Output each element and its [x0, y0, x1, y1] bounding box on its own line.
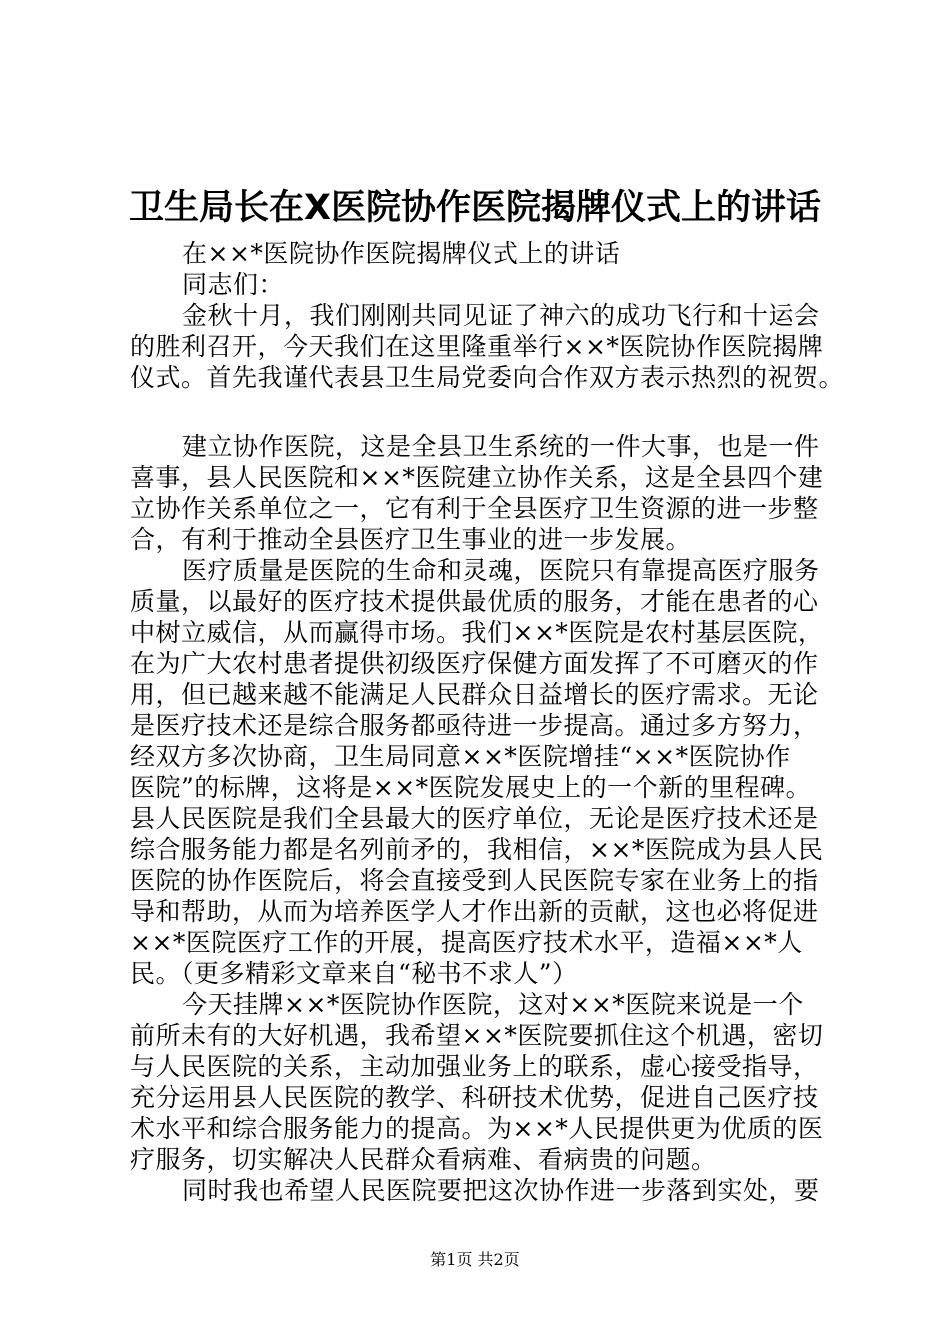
text-line: 仪式。首先我谨代表县卫生局党委向合作双方表示热烈的祝贺。 [130, 363, 845, 392]
text-line: 今天挂牌××*医院协作医院，这对××*医院来说是一个 [182, 990, 804, 1019]
page-footer: 第1页 共2页 [430, 1250, 520, 1269]
text-line: 导和帮助，从而为培养医学人才作出新的贡献，这也必将促进 [130, 897, 819, 926]
text-line: 县人民医院是我们全县最大的医疗单位，无论是医疗技术还是 [130, 804, 819, 833]
text-line: 用，但已越来越不能满足人民群众日益增长的医疗需求。无论 [130, 680, 819, 709]
text-line: 合，有利于推动全县医疗卫生事业的进一步发展。 [130, 525, 692, 554]
text-line: 与人民医院的关系，主动加强业务上的联系，虚心接受指导， [130, 1052, 819, 1081]
text-line: 喜事，县人民医院和××*医院建立协作关系，这是全县四个建 [130, 463, 824, 492]
text-line: 充分运用县人民医院的教学、科研技术优势，促进自己医疗技 [130, 1083, 819, 1112]
text-line: 的胜利召开，今天我们在这里隆重举行××*医院协作医院揭牌 [130, 332, 824, 361]
text-line: 综合服务能力都是名列前矛的，我相信，××*医院成为县人民 [130, 835, 824, 864]
text-line: 中树立威信，从而赢得市场。我们××*医院是农村基层医院， [130, 618, 824, 647]
text-line: 建立协作医院，这是全县卫生系统的一件大事，也是一件 [182, 432, 820, 461]
text-line: 医院的协作医院后，将会直接受到人民医院专家在业务上的指 [130, 866, 819, 895]
text-line: 经双方多次协商，卫生局同意××*医院增挂“××*医院协作 [130, 742, 791, 771]
blank-line [130, 393, 840, 431]
text-line: 前所未有的大好机遇，我希望××*医院要抓住这个机遇，密切 [130, 1021, 824, 1050]
text-line: 是医疗技术还是综合服务都亟待进一步提高。通过多方努力， [130, 711, 819, 740]
text-line: 立协作关系单位之一，它有利于全县医疗卫生资源的进一步整 [130, 494, 819, 523]
document-title: 卫生局长在X医院协作医院揭牌仪式上的讲话 [129, 188, 821, 228]
text-line: 同志们： [182, 270, 285, 299]
text-line: 医院”的标牌，这将是××*医院发展史上的一个新的里程碑。 [130, 773, 812, 802]
text-line: ××*医院医疗工作的开展，提高医疗技术水平，造福××*人 [130, 928, 803, 957]
text-line: 同时我也希望人民医院要把这次协作进一步落到实处，要 [182, 1176, 820, 1205]
text-line: 疗服务，切实解决人民群众看病难、看病贵的问题。 [130, 1145, 717, 1174]
text-line: 在为广大农村患者提供初级医疗保健方面发挥了不可磨灭的作 [130, 649, 819, 678]
text-line: 术水平和综合服务能力的提高。为××*人民提供更为优质的医 [130, 1114, 824, 1143]
text-line: 金秋十月，我们刚刚共同见证了神六的成功飞行和十运会 [182, 301, 820, 330]
text-line: 在××*医院协作医院揭牌仪式上的讲话 [182, 239, 621, 268]
text-line: 民。（更多精彩文章来自“秘书不求人”） [130, 959, 578, 988]
text-line: 质量，以最好的医疗技术提供最优质的服务，才能在患者的心 [130, 587, 819, 616]
text-line: 医疗质量是医院的生命和灵魂，医院只有靠提高医疗服务 [182, 556, 820, 585]
document-body [130, 238, 845, 1206]
